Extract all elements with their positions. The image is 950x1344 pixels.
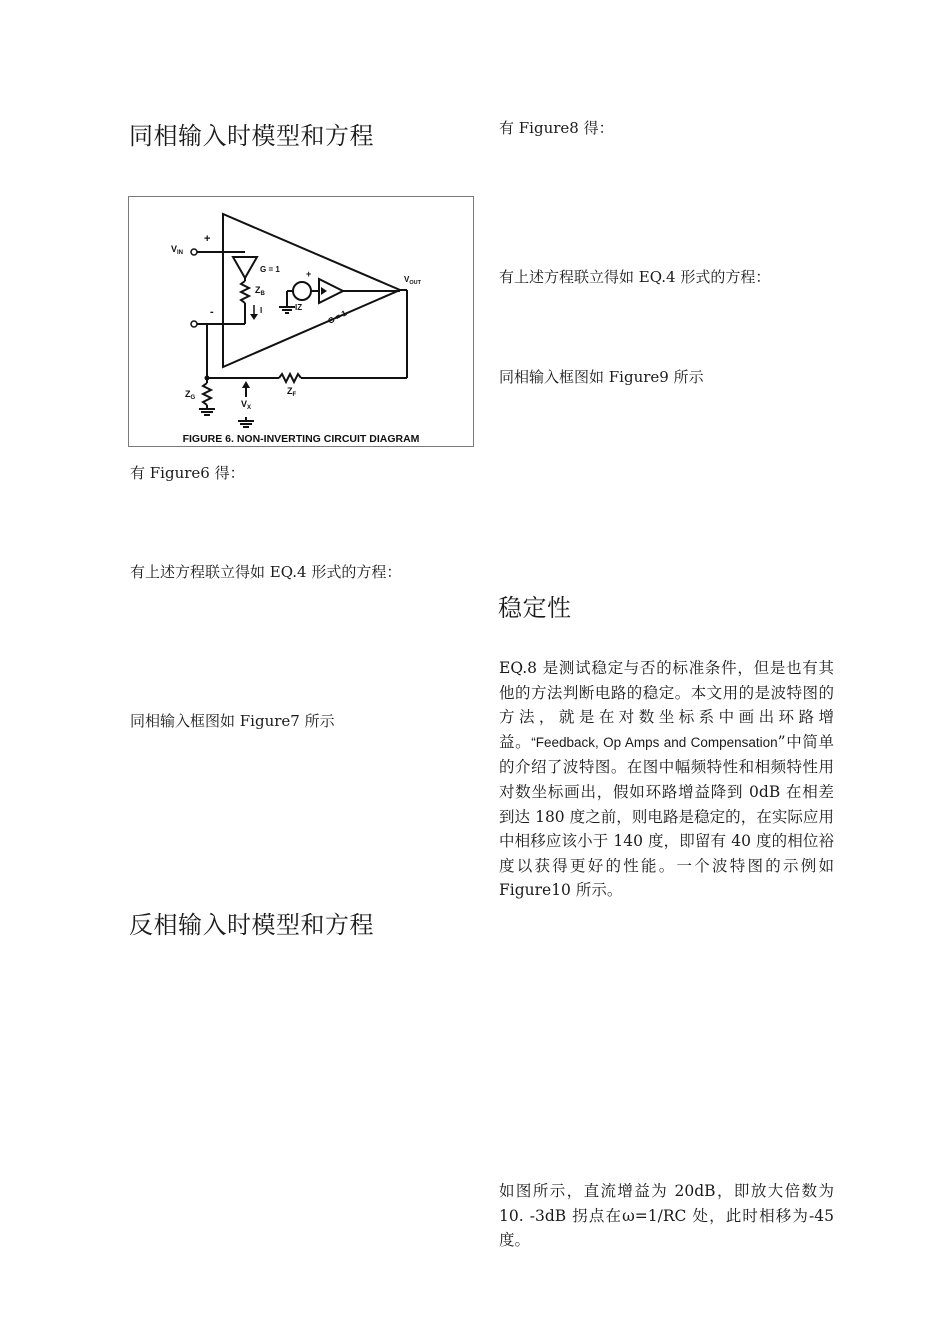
stability-text-part1: EQ.8 是测试稳定与否的标准条件，但是也有其他的方法判断电路的稳定。本文用的是波特图的方法，就是在对数坐标系中画出环路增益。 bbox=[499, 659, 834, 751]
heading-noninverting-model: 同相输入时模型和方程 bbox=[129, 122, 374, 150]
input-buffer-triangle bbox=[233, 257, 257, 278]
text-figure6-result: 有 Figure6 得： bbox=[130, 464, 245, 482]
inverting-terminal bbox=[191, 321, 197, 327]
label-zg: $Z_G$ bbox=[185, 389, 196, 401]
label-zb: $Z_B$ bbox=[255, 285, 265, 297]
label-zf: $Z_F$ bbox=[287, 386, 297, 398]
circuit-diagram-svg bbox=[129, 197, 473, 446]
stability-quote-title: “Feedback, Op Amps and Compensation bbox=[531, 734, 778, 750]
paragraph-stability bbox=[499, 656, 834, 903]
current-source-circle bbox=[293, 282, 311, 300]
label-vin: $V_{IN}$ bbox=[171, 244, 184, 256]
paragraph-bode-description: 如图所示，直流增益为 20dB，即放大倍数为 10. -3dB 拐点在ω=1/RC 处，此时相移为-45 度。 bbox=[499, 1182, 834, 1250]
figure6-caption: FIGURE 6. NON-INVERTING CIRCUIT DIAGRAM bbox=[182, 433, 420, 445]
label-plus: + bbox=[204, 233, 211, 245]
vin-terminal bbox=[191, 249, 197, 255]
label-plus-gain: + bbox=[306, 269, 312, 279]
zb-resistor bbox=[241, 281, 249, 303]
label-vout: $V_{OUT}$ bbox=[404, 275, 421, 286]
zg-resistor bbox=[203, 383, 211, 405]
label-g1-gain: G = 1 bbox=[326, 308, 349, 326]
text-figure7-ref: 同相输入框图如 Figure7 所示 bbox=[130, 712, 335, 730]
text-eq4-right: 有上述方程联立得如 EQ.4 形式的方程： bbox=[499, 268, 771, 286]
text-figure8-result: 有 Figure8 得： bbox=[499, 119, 614, 137]
zf-resistor bbox=[279, 374, 301, 382]
heading-stability: 稳定性 bbox=[498, 594, 572, 622]
text-eq4-left: 有上述方程联立得如 EQ.4 形式的方程： bbox=[130, 563, 402, 581]
label-vx: $V_X$ bbox=[241, 399, 252, 411]
text-figure9-ref: 同相输入框图如 Figure9 所示 bbox=[499, 368, 704, 386]
label-iz: IZ bbox=[295, 303, 303, 312]
label-minus: - bbox=[210, 306, 214, 318]
stability-text-part2: ”中简单的介绍了波特图。在图中幅频特性和相频特性用对数坐标画出，假如环路增益降到 0dB 在相差到达 180 度之前，则电路是稳定的，在实际应用中相移应该小于 140 度，即留有 40 度的相位裕度以获得更好的性能。一个波特图的示例如 Figure10 所示。 bbox=[499, 732, 834, 900]
figure6-noninverting-circuit-diagram bbox=[128, 196, 474, 447]
label-i: I bbox=[260, 306, 263, 315]
label-g1: G = 1 bbox=[260, 265, 280, 274]
heading-inverting-model: 反相输入时模型和方程 bbox=[129, 911, 374, 939]
